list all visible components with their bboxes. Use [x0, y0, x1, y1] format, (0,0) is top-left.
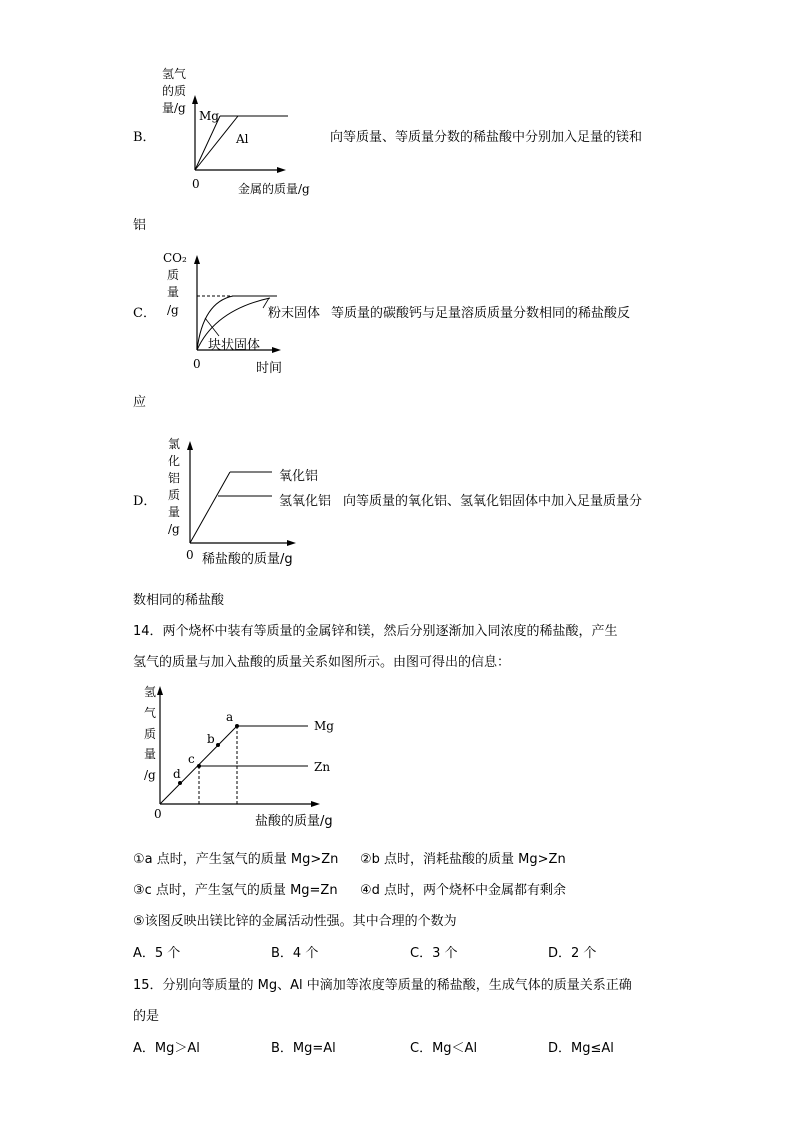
- c-curve2-label: 块状固体: [208, 338, 261, 353]
- q14-ylabel-4: 量: [144, 747, 157, 761]
- c-ylabel-3: 量: [167, 285, 180, 299]
- q14-stem-line2: 氢气的质量与加入盐酸的质量关系如图所示。由图可得出的信息：: [133, 655, 511, 670]
- q14-option-c[interactable]: C．3 个: [410, 946, 458, 961]
- q14-statement-3: ③c 点时，产生氢气的质量 Mg=Zn: [133, 883, 338, 898]
- c-ylabel-1: CO₂: [163, 251, 187, 265]
- q14-point-a: [235, 724, 239, 728]
- q15-option-b[interactable]: B．Mg=Al: [271, 1041, 336, 1056]
- q15-stem-line2: 的是: [133, 1009, 160, 1024]
- option-d-text: 向等质量的氧化铝、氢氧化铝固体中加入足量质量分: [343, 494, 643, 509]
- option-b-text: 向等质量、等质量分数的稀盐酸中分别加入足量的镁和: [330, 130, 643, 145]
- q14-ylabel-2: 气: [144, 706, 157, 720]
- c-xlabel: 时间: [256, 361, 283, 376]
- d-xlabel: 稀盐酸的质量/g: [202, 552, 293, 567]
- d-line1-label: 氧化铝: [279, 469, 319, 484]
- b-ylabel-3: 量/g: [162, 101, 186, 115]
- option-d-label: D．: [133, 494, 157, 509]
- q14-point-d: [178, 781, 182, 785]
- d-ylabel-5: 量: [168, 505, 181, 519]
- q14-ylabel-1: 氢: [144, 685, 157, 699]
- q14-series-zn: Zn: [314, 760, 331, 774]
- option-b-label: B．: [133, 130, 156, 145]
- option-b-graph: [150, 62, 350, 196]
- q14-stem-line1: 14．两个烧杯中装有等质量的金属锌和镁，然后分别逐渐加入同浓度的稀盐酸，产生: [133, 624, 618, 639]
- q14-point-c: [197, 764, 201, 768]
- d-ylabel-1: 氯: [168, 437, 181, 451]
- q14-label-b: b: [207, 732, 215, 746]
- q14-ylabel-3: 质: [144, 727, 157, 741]
- d-line2-label: 氢氧化铝: [279, 494, 332, 509]
- option-c-text: 等质量的碳酸钙与足量溶质质量分数相同的稀盐酸反: [331, 306, 631, 321]
- q15-option-c[interactable]: C．Mg＜Al: [410, 1041, 478, 1056]
- option-c-label: C．: [133, 306, 156, 321]
- c-origin: 0: [193, 357, 201, 371]
- d-ylabel-6: /g: [168, 522, 180, 536]
- b-origin: 0: [192, 177, 200, 191]
- q14-origin: 0: [154, 807, 162, 821]
- q14-label-a: a: [226, 710, 234, 724]
- d-ylabel-4: 质: [168, 488, 181, 502]
- option-c-text-cont: 应: [133, 395, 147, 410]
- q14-option-b[interactable]: B．4 个: [271, 946, 319, 961]
- d-ylabel-2: 化: [168, 454, 181, 468]
- q14-graph: [138, 680, 358, 830]
- q14-label-d: d: [173, 767, 181, 781]
- q14-statement-5: ⑤该图反映出镁比锌的金属活动性强。其中合理的个数为: [133, 914, 457, 929]
- q14-ylabel-5: /g: [144, 768, 156, 782]
- c-ylabel-2: 质: [167, 268, 180, 282]
- q14-option-d[interactable]: D．2 个: [548, 946, 597, 961]
- option-b-text-cont: 铝: [133, 218, 147, 233]
- q15-stem-line1: 15．分别向等质量的 Mg、Al 中滴加等浓度等质量的稀盐酸，生成气体的质量关系正确: [133, 978, 632, 993]
- q14-series-mg: Mg: [314, 719, 334, 733]
- b-ylabel-2: 的质: [162, 84, 187, 98]
- d-line-main: [190, 472, 230, 543]
- c-ylabel-4: /g: [167, 303, 179, 317]
- option-d-text-cont: 数相同的稀盐酸: [133, 593, 225, 608]
- q14-label-c: c: [188, 752, 195, 766]
- q15-option-d[interactable]: D．Mg≤Al: [548, 1041, 614, 1056]
- q14-statement-2: ②b 点时，消耗盐酸的质量 Mg>Zn: [360, 852, 566, 867]
- q14-xlabel: 盐酸的质量/g: [255, 814, 333, 829]
- b-xlabel: 金属的质量/g: [238, 182, 310, 196]
- q14-statement-1: ①a 点时，产生氢气的质量 Mg>Zn: [133, 852, 339, 867]
- b-mg-label: Mg: [199, 109, 219, 123]
- c-curve1-label: 粉末固体: [268, 306, 321, 321]
- q15-option-a[interactable]: A．Mg＞Al: [133, 1041, 200, 1056]
- d-ylabel-3: 铝: [168, 471, 181, 485]
- b-ylabel-1: 氢气: [162, 67, 187, 81]
- b-al-label: Al: [236, 132, 249, 146]
- q14-option-a[interactable]: A．5 个: [133, 946, 181, 961]
- d-origin: 0: [186, 548, 194, 562]
- q14-statement-4: ④d 点时，两个烧杯中金属都有剩余: [360, 883, 567, 898]
- q14-point-b: [216, 743, 220, 747]
